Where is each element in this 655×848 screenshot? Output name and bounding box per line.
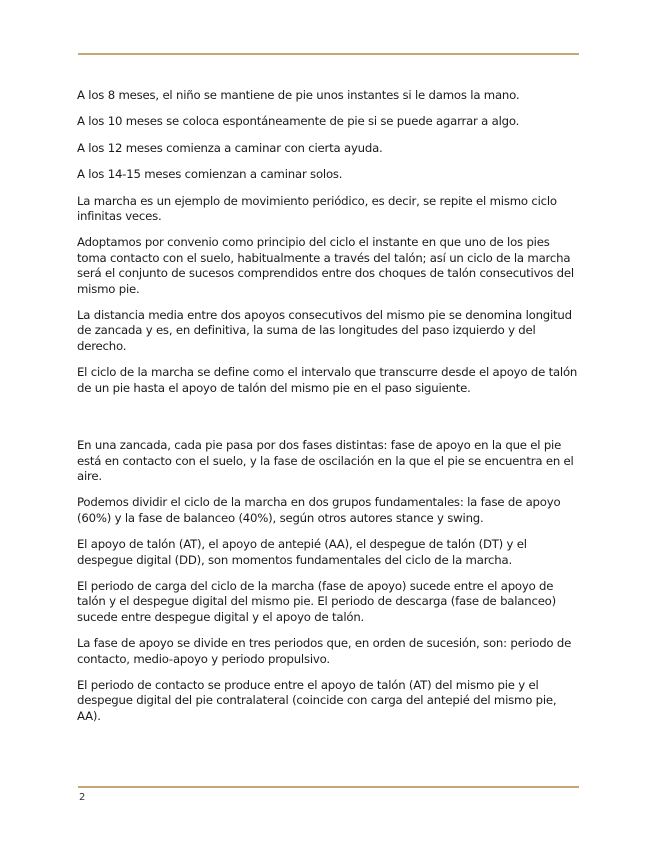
paragraph: La distancia media entre dos apoyos consecutivos del mismo pie se denomina longitud de zancada y es, en definitiva, la suma de las longitudes del paso izquierdo y del derecho. (77, 308, 572, 353)
paragraph: Podemos dividir el ciclo de la marcha en dos grupos fundamentales: la fase de apoyo (60%) y la fase de balanceo (40%), según otros autores stance y swing. (77, 495, 561, 525)
paragraph: La fase de apoyo se divide en tres periodos que, en orden de sucesión, son: periodo de contacto, medio-apoyo y periodo propulsivo. (77, 636, 572, 666)
paragraph: Adoptamos por convenio como principio del ciclo el instante en que uno de los pies toma contacto con el suelo, habitualmente a través del talón; así un ciclo de la marcha será el conjunto de sucesos comprendidos entre dos choques de talón consecutivos del mismo pie. (77, 235, 574, 296)
header-rule (78, 53, 579, 55)
paragraph: El ciclo de la marcha se define como el intervalo que transcurre desde el apoyo de talón de un pie hasta el apoyo de talón del mismo pie en el paso siguiente. (77, 365, 578, 395)
paragraph: A los 14-15 meses comienzan a caminar solos. (77, 167, 343, 182)
paragraph: El apoyo de talón (AT), el apoyo de antepié (AA), el despegue de talón (DT) y el despegue digital (DD), son momentos fundamentales del ciclo de la marcha. (77, 537, 527, 567)
document-body (77, 88, 581, 724)
footer-rule (78, 786, 579, 788)
paragraph: La marcha es un ejemplo de movimiento periódico, es decir, se repite el mismo ciclo infinitas veces. (77, 193, 557, 224)
paragraph: A los 12 meses comienza a caminar con cierta ayuda. (77, 140, 383, 155)
paragraph: A los 8 meses, el niño se mantiene de pie unos instantes si le damos la mano. (77, 88, 520, 102)
paragraph: El periodo de contacto se produce entre el apoyo de talón (AT) del mismo pie y el despegue digital del pie contralateral (coincide con carga del antepié del mismo pie, AA). (77, 677, 557, 723)
paragraph: A los 10 meses se coloca espontáneamente de pie si se puede agarrar a algo. (77, 114, 520, 129)
page-number: 2 (79, 792, 86, 803)
paragraph: El periodo de carga del ciclo de la marcha (fase de apoyo) sucede entre el apoyo de talón y el despegue digital del mismo pie. El periodo de descarga (fase de balanceo) sucede entre despegue digital y el apoyo de talón. (77, 578, 556, 624)
paragraph: En una zancada, cada pie pasa por dos fases distintas: fase de apoyo en la que el pie está en contacto con el suelo, y la fase de oscilación en la que el pie se encuentra en el aire. (77, 438, 574, 483)
